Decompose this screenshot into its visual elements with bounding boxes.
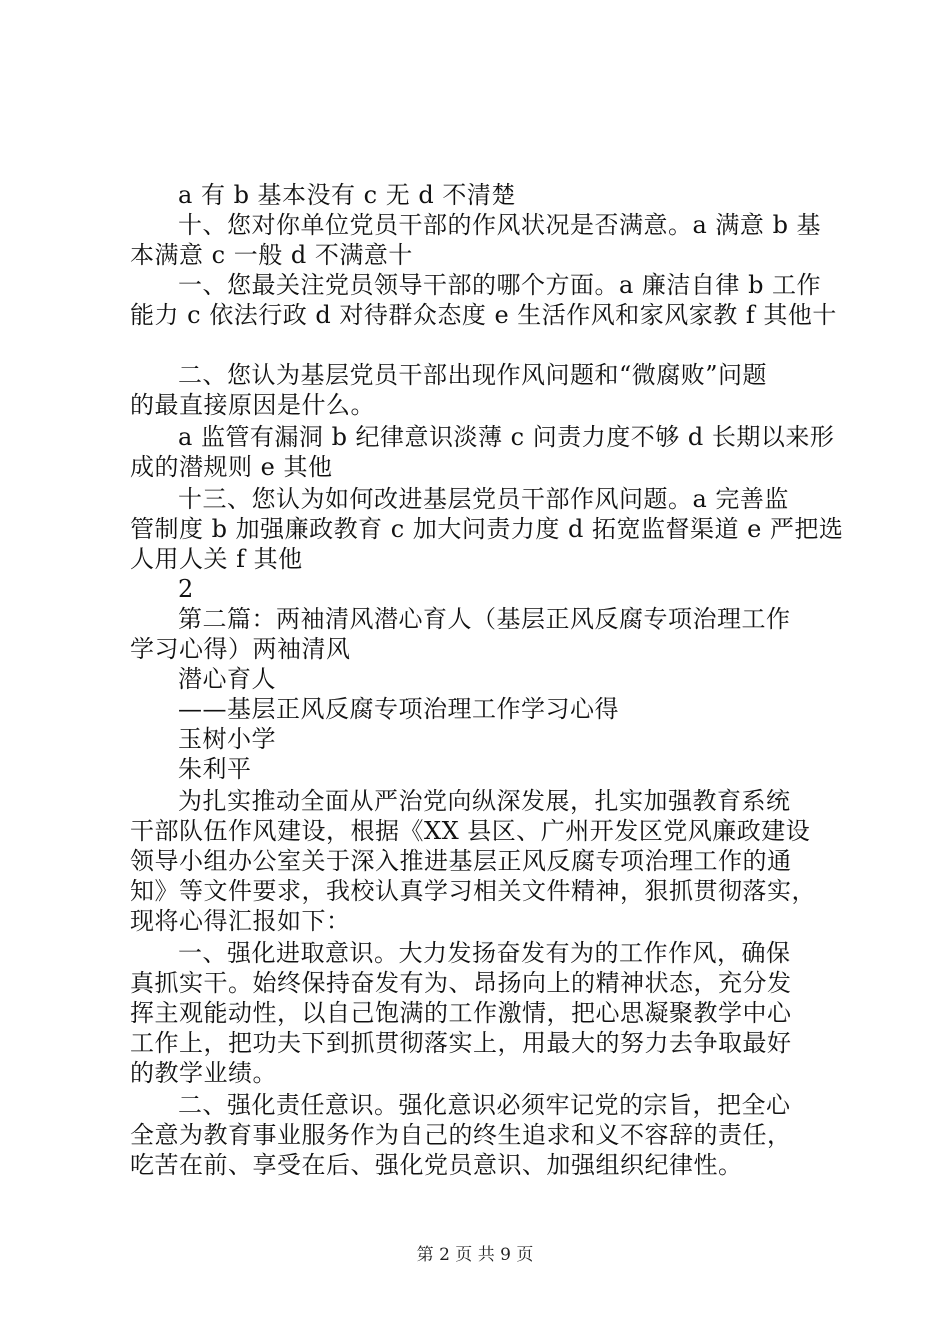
author-school: 玉树小学 — [178, 725, 276, 753]
page-number-marker: 2 — [178, 575, 194, 603]
text-line: 一、您最关注党员领导干部的哪个方面。a 廉洁自律 b 工作 — [178, 271, 822, 299]
text-line: 一、强化进取意识。大力发扬奋发有为的工作作风，确保 — [178, 939, 791, 967]
section-heading: 学习心得）两袖清风 — [130, 635, 351, 663]
page-footer — [0, 1244, 950, 1266]
text-line: 能力 c 依法行政 d 对待群众态度 e 生活作风和家风家教 f 其他十 — [130, 301, 837, 329]
text-line: 二、您认为基层党员干部出现作风问题和“微腐败”问题 — [178, 361, 768, 389]
text-line: 人用人关 f 其他 — [130, 545, 303, 573]
text-line: 成的潜规则 e 其他 — [130, 453, 333, 481]
author-name: 朱利平 — [178, 755, 252, 783]
text-line: 为扎实推动全面从严治党向纵深发展，扎实加强教育系统 — [178, 787, 791, 815]
text-line: 领导小组办公室关于深入推进基层正风反腐专项治理工作的通 — [130, 847, 792, 875]
text-line: 本满意 c 一般 d 不满意十 — [130, 241, 413, 269]
text-line: a 有 b 基本没有 c 无 d 不清楚 — [178, 181, 516, 209]
text-line: 干部队伍作风建设，根据《XX 县区、广州开发区党风廉政建设 — [130, 817, 811, 845]
text-line: 挥主观能动性，以自己饱满的工作激情，把心思凝聚教学中心 — [130, 999, 792, 1027]
text-line: 潜心育人 — [178, 665, 276, 693]
text-line: 知》等文件要求，我校认真学习相关文件精神，狠抓贯彻落实， — [130, 877, 816, 905]
subtitle-line: ——基层正风反腐专项治理工作学习心得 — [178, 695, 619, 723]
text-line: 十、您对你单位党员干部的作风状况是否满意。a 满意 b 基 — [178, 211, 822, 239]
text-line: 的最直接原因是什么。 — [130, 391, 375, 419]
text-line: 全意为教育事业服务作为自己的终生追求和义不容辞的责任， — [130, 1121, 792, 1149]
page-count-label: 第 2 页 共 9 页 — [416, 1245, 534, 1265]
section-heading: 第二篇：两袖清风潜心育人（基层正风反腐专项治理工作 — [178, 605, 791, 633]
text-line: 工作上，把功夫下到抓贯彻落实上，用最大的努力去争取最好 — [130, 1029, 792, 1057]
text-line: 真抓实干。始终保持奋发有为、昂扬向上的精神状态，充分发 — [130, 969, 792, 997]
text-line: 吃苦在前、享受在后、强化党员意识、加强组织纪律性。 — [130, 1151, 743, 1179]
text-line: 二、强化责任意识。强化意识必须牢记党的宗旨，把全心 — [178, 1091, 791, 1119]
text-line: 现将心得汇报如下： — [130, 907, 351, 935]
text-line: 管制度 b 加强廉政教育 c 加大问责力度 d 拓宽监督渠道 e 严把选 — [130, 515, 844, 543]
text-line: a 监管有漏洞 b 纪律意识淡薄 c 问责力度不够 d 长期以来形 — [178, 423, 835, 451]
text-line: 的教学业绩。 — [130, 1059, 277, 1087]
text-line: 十三、您认为如何改进基层党员干部作风问题。a 完善监 — [178, 485, 789, 513]
